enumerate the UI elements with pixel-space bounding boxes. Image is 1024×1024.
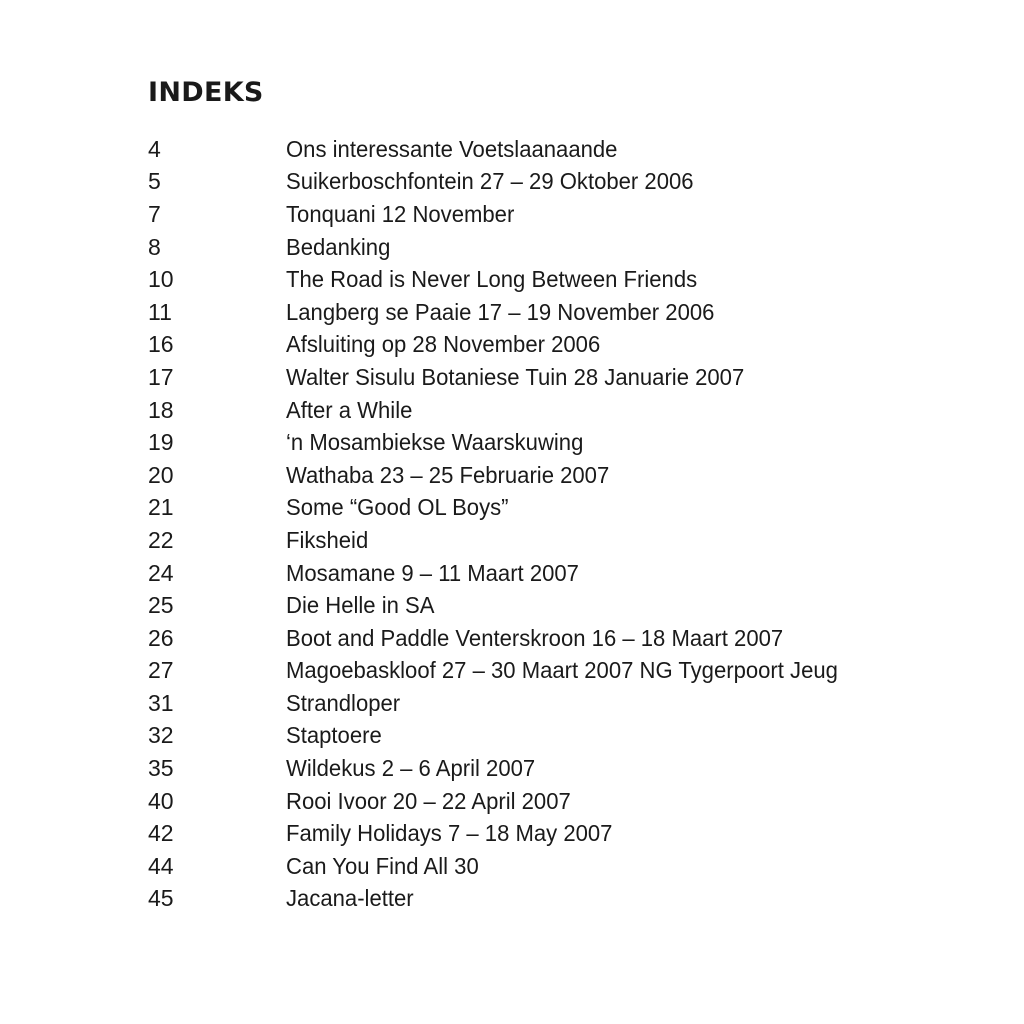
index-entry [148, 524, 998, 557]
entry-title: Wathaba 23 – 25 Februarie 2007 [286, 461, 610, 488]
entry-title: Strandloper [286, 689, 401, 716]
entry-page-number: 4 [148, 135, 161, 162]
entry-title: Jacana-letter [286, 885, 414, 912]
entry-title: Some “Good OL Boys” [286, 494, 509, 521]
entry-page-number: 7 [148, 200, 161, 227]
index-list [148, 133, 998, 915]
index-entry [148, 589, 998, 622]
entry-title: After a While [286, 396, 413, 423]
index-entry [148, 394, 998, 427]
entry-page-number: 10 [148, 266, 174, 293]
entry-title: Suikerboschfontein 27 – 29 Oktober 2006 [286, 168, 694, 195]
entry-page-number: 21 [148, 494, 174, 521]
entry-page-number: 31 [148, 689, 174, 716]
index-entry [148, 231, 998, 264]
index-entry [148, 492, 998, 525]
entry-title: Rooi Ivoor 20 – 22 April 2007 [286, 787, 571, 814]
entry-title: Langberg se Paaie 17 – 19 November 2006 [286, 298, 715, 325]
entry-page-number: 32 [148, 722, 174, 749]
page-title: INDEKS [148, 77, 264, 108]
index-entry [148, 133, 998, 166]
index-entry [148, 166, 998, 199]
entry-page-number: 35 [148, 755, 174, 782]
index-entry [148, 198, 998, 231]
entry-page-number: 27 [148, 657, 174, 684]
entry-page-number: 42 [148, 820, 174, 847]
entry-title: The Road is Never Long Between Friends [286, 266, 698, 293]
index-entry [148, 817, 998, 850]
entry-page-number: 19 [148, 429, 174, 456]
entry-title: Wildekus 2 – 6 April 2007 [286, 755, 536, 782]
entry-title: Walter Sisulu Botaniese Tuin 28 Januarie 2007 [286, 363, 745, 390]
entry-title: ‘n Mosambiekse Waarskuwing [286, 429, 584, 456]
entry-title: Can You Find All 30 [286, 852, 479, 879]
entry-page-number: 26 [148, 624, 174, 651]
entry-page-number: 5 [148, 168, 161, 195]
entry-title: Magoebaskloof 27 – 30 Maart 2007 NG Tygerpoort Jeug [286, 657, 838, 684]
entry-page-number: 8 [148, 233, 161, 260]
entry-page-number: 18 [148, 396, 174, 423]
entry-title: Bedanking [286, 233, 391, 260]
index-entry [148, 426, 998, 459]
entry-page-number: 22 [148, 526, 174, 553]
index-entry [148, 785, 998, 818]
entry-page-number: 25 [148, 592, 174, 619]
entry-page-number: 40 [148, 787, 174, 814]
entry-page-number: 17 [148, 363, 174, 390]
entry-title: Family Holidays 7 – 18 May 2007 [286, 820, 613, 847]
entry-page-number: 16 [148, 331, 174, 358]
index-entry [148, 850, 998, 883]
entry-title: Mosamane 9 – 11 Maart 2007 [286, 559, 579, 586]
index-entry [148, 329, 998, 362]
index-entry [148, 655, 998, 688]
entry-title: Staptoere [286, 722, 382, 749]
entry-title: Tonquani 12 November [286, 200, 515, 227]
entry-title: Fiksheid [286, 526, 369, 553]
entry-page-number: 24 [148, 559, 174, 586]
index-entry [148, 720, 998, 753]
index-entry [148, 687, 998, 720]
entry-page-number: 44 [148, 852, 174, 879]
entry-title: Afsluiting op 28 November 2006 [286, 331, 601, 358]
entry-title: Boot and Paddle Venterskroon 16 – 18 Maart 2007 [286, 624, 784, 651]
index-entry [148, 557, 998, 590]
entry-page-number: 45 [148, 885, 174, 912]
index-entry [148, 296, 998, 329]
index-entry [148, 752, 998, 785]
entry-page-number: 11 [148, 298, 172, 325]
index-entry [148, 361, 998, 394]
index-entry [148, 459, 998, 492]
index-entry [148, 622, 998, 655]
entry-page-number: 20 [148, 461, 174, 488]
index-entry [148, 263, 998, 296]
entry-title: Ons interessante Voetslaanaande [286, 135, 618, 162]
entry-title: Die Helle in SA [286, 592, 435, 619]
index-entry [148, 883, 998, 916]
